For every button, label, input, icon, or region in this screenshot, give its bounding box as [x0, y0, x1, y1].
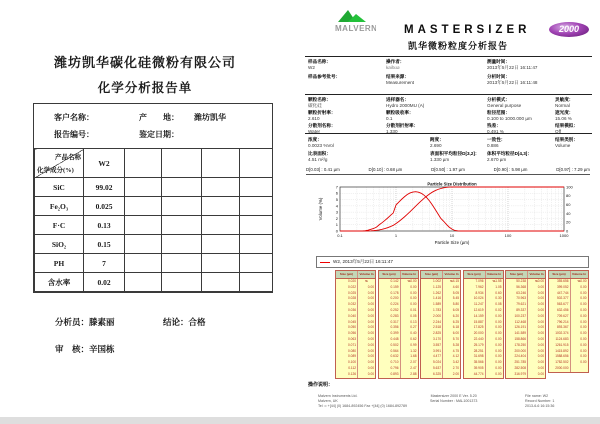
size-volume-row: 141.589 0.00	[506, 331, 545, 337]
size-volume-row: 1.589 5.80	[421, 302, 460, 308]
svg-text:7: 7	[335, 184, 338, 190]
size-volume-row: 4.477 4.12	[421, 354, 460, 360]
size-volume-row: 1588.656 0.00	[549, 354, 588, 360]
chem-empty-cell	[125, 254, 162, 273]
svg-text:Volume (%): Volume (%)	[318, 197, 323, 221]
size-volume-row: 0.283 0.05	[379, 314, 418, 320]
volume-header: Volume In %	[571, 272, 587, 283]
field-result-emulation: 结果模拟： Off	[555, 123, 578, 134]
legend-label: W2, 2013年5月22日 16:11:47	[333, 259, 393, 264]
reviewer-line	[55, 343, 115, 355]
size-volume-row: 0.045 0.00	[336, 320, 375, 326]
footer-company-block: Malvern Instruments Ltd. Malvern, UK Tel := +[44] (0) 1684-892456 Fax +[44] (0) 1684-892789	[318, 394, 408, 408]
size-volume-row: 2.000 6.20	[421, 314, 460, 320]
chem-param-cell: SiO₂	[35, 235, 84, 254]
field-dispersant-name: 分散剂名称： Water	[308, 123, 336, 134]
size-volume-row: 0.448 0.62	[379, 337, 418, 343]
svg-text:20: 20	[566, 219, 571, 225]
svg-text:40: 40	[566, 210, 571, 216]
field-accessory: 进样器名： Hydro 2000MU (A)	[386, 97, 425, 108]
svg-text:100: 100	[566, 184, 573, 190]
field-result-source: 结果来源： Measurement	[386, 74, 415, 85]
origin-value: 潍坊凯华	[194, 113, 226, 122]
psa-report-title: 凯华微粉粒度分析报告	[408, 41, 509, 51]
mastersizer-2000-badge-icon: 2000	[549, 22, 589, 37]
volume-header: Volume In %	[444, 272, 459, 283]
chem-empty-cell	[125, 178, 162, 197]
chem-value-cell: 0.02	[84, 273, 125, 292]
size-volume-row: 0.050 0.00	[336, 325, 375, 331]
size-volume-row: 0.022 0.00	[336, 285, 375, 291]
size-volume-row: 0.100 0.00	[336, 360, 375, 366]
svg-text:6: 6	[335, 190, 338, 196]
legend-line-sample-icon	[320, 262, 330, 263]
chem-table-row	[35, 216, 273, 235]
malvern-logo-icon	[330, 8, 376, 41]
d-value: D[0.03] : 0.41 µm	[306, 167, 340, 172]
reviewer-label: 审 核：	[55, 344, 90, 354]
field-absorption: 颗粒吸收率： 0.1	[386, 110, 414, 121]
size-volume-row: 0.178 0.00	[379, 291, 418, 297]
size-header: Size (µm)	[464, 271, 486, 278]
svg-text:0: 0	[335, 228, 338, 234]
size-volume-row: 355.656 0.00	[549, 279, 588, 285]
chem-empty-cell	[202, 273, 240, 292]
size-volume-row: 0.356 0.27	[379, 325, 418, 331]
size-volume-row: 15.887 0.00	[464, 320, 503, 326]
size-volume-row: 0.071 0.00	[336, 343, 375, 349]
size-volume-row: 0.893 2.88	[379, 372, 418, 378]
chem-empty-cell	[202, 216, 240, 235]
svg-text:Particle Size Distribution: Particle Size Distribution	[427, 181, 477, 187]
size-volume-row: 28.251 0.00	[464, 349, 503, 355]
size-volume-row: 0.112 0.00	[336, 366, 375, 372]
size-volume-row: 1.262 5.05	[421, 291, 460, 297]
size-volume-row: 0.200 0.00	[379, 296, 418, 302]
chem-empty-cell	[202, 197, 240, 216]
chem-composition-table	[34, 148, 273, 292]
chem-empty-cell	[162, 197, 202, 216]
size-volume-row: 50.238 0.00	[506, 279, 545, 285]
size-volume-row: 31.698 0.00	[464, 354, 503, 360]
chem-empty-cell	[125, 235, 162, 254]
volume-header: Volume In %	[359, 272, 374, 283]
chem-empty-cell	[125, 216, 162, 235]
size-volume-row: 0.796 2.47	[379, 366, 418, 372]
particle-size-distribution-chart	[316, 180, 588, 259]
size-volume-row: 1782.502 0.00	[549, 360, 588, 366]
size-volume-row: 0.224 0.00	[379, 302, 418, 308]
diag-bottom-label: 化学成分(%)	[37, 167, 74, 174]
chem-empty-cell	[240, 216, 273, 235]
size-volume-row: 39.905 0.00	[464, 366, 503, 372]
size-volume-row: 7.096 1.55	[464, 279, 503, 285]
size-volume-row: 2.825 6.00	[421, 331, 460, 337]
chem-table-row	[35, 273, 273, 292]
chem-param-cell: SiC	[35, 178, 84, 197]
field-span: 跨度： 2.690	[430, 137, 444, 148]
size-volume-row: 20.000 0.00	[464, 331, 503, 337]
field-sample-name: 样品名称： W2	[308, 59, 331, 70]
conclusion-label: 结论：	[163, 317, 189, 327]
size-volume-row: 79.621 0.00	[506, 302, 545, 308]
analyst-label: 分析员：	[55, 317, 90, 327]
size-volume-row: 0.159 0.00	[379, 285, 418, 291]
chem-empty-cell	[202, 254, 240, 273]
size-volume-row: 0.028 0.00	[336, 296, 375, 302]
svg-text:60: 60	[566, 202, 571, 207]
size-volume-row: 2.244 6.25	[421, 320, 460, 326]
diag-top-label: 产品名称	[55, 154, 81, 161]
size-volume-row: 2000.000	[549, 366, 588, 372]
size-volume-row: 0.063 0.00	[336, 337, 375, 343]
size-volume-row: 563.677 0.00	[549, 302, 588, 308]
date-label: 鉴定日期：	[139, 130, 179, 139]
size-volume-row: 0.502 0.99	[379, 343, 418, 349]
chem-empty-cell	[125, 197, 162, 216]
field-uniformity: 一致性： 0.886	[487, 137, 506, 148]
size-volume-row: 178.250 0.00	[506, 343, 545, 349]
size-volume-row: 893.367 0.00	[549, 325, 588, 331]
chem-empty-cell	[162, 216, 202, 235]
size-volume-row: 10.024 0.30	[464, 296, 503, 302]
percentile-d-values-row	[306, 167, 590, 175]
chart-legend	[316, 256, 589, 268]
svg-text:5: 5	[335, 196, 338, 202]
field-analysis-time: 分析时间： 2013年5月22日 16:11:48	[487, 74, 538, 85]
size-volume-row: 1.125 4.60	[421, 285, 460, 291]
chem-value-cell: 7	[84, 254, 125, 273]
operator-note-label: 操作说明：	[308, 382, 334, 388]
field-residual: 残差： 0.491 %	[487, 123, 504, 134]
svg-text:3: 3	[335, 209, 338, 215]
size-volume-row: 0.032 0.00	[336, 302, 375, 308]
size-volume-row: 1124.683 0.00	[549, 337, 588, 343]
size-volume-row: 17.825 0.00	[464, 325, 503, 331]
chem-param-cell: Fe₂O₃	[35, 197, 84, 216]
svg-text:10: 10	[449, 233, 455, 238]
analyst-line	[55, 316, 115, 328]
size-volume-row: 3.557 5.28	[421, 343, 460, 349]
footer-file-block: File name: W2 Record Number: 1 2013-6-6 16:15:36	[525, 394, 555, 408]
chem-value-cell: 99.02	[84, 178, 125, 197]
size-volume-row: 7.962 1.05	[464, 285, 503, 291]
field-d43: 体积平均粒径D[4,3]： 2.670 µm	[487, 151, 532, 162]
d-value: D[0.97] : 7.29 µm	[556, 167, 590, 172]
divider-line	[305, 94, 592, 95]
size-volume-column	[378, 270, 419, 379]
size-volume-row: 0.142 0.00	[379, 279, 418, 285]
size-volume-row: 0.399 0.40	[379, 331, 418, 337]
chem-value-cell: 0.13	[84, 216, 125, 235]
reviewer-name: 辛国栋	[89, 344, 115, 354]
size-header: Size (µm)	[549, 271, 571, 278]
size-volume-row: 100.237 0.00	[506, 314, 545, 320]
field-particle-name: 颗粒名称： 碳化硅	[308, 97, 331, 108]
size-volume-row: 0.632 1.68	[379, 354, 418, 360]
size-volume-row: 126.191 0.00	[506, 325, 545, 331]
chem-company-title: 潍坊凯华碳化硅微粉有限公司	[53, 55, 236, 70]
size-volume-row: 0.710 2.07	[379, 360, 418, 366]
field-sensitivity: 灵敏度： Normal	[555, 97, 574, 108]
svg-text:2: 2	[335, 215, 338, 221]
size-volume-row: 158.866 0.00	[506, 337, 545, 343]
size-volume-row: 0.317 0.13	[379, 320, 418, 326]
footer-instrument-block: Mastersizer 2000 E Ver. 5.20 Serial Number : MAL1001373	[430, 394, 478, 403]
size-volume-row: 14.159 0.00	[464, 314, 503, 320]
svg-text:MALVERN: MALVERN	[335, 24, 376, 33]
chem-empty-cell	[240, 197, 273, 216]
size-volume-row: 6.325 2.00	[421, 372, 460, 378]
size-volume-row: 89.337 0.00	[506, 308, 545, 314]
svg-text:0.1: 0.1	[337, 233, 343, 238]
size-volume-row: 0.089 0.00	[336, 354, 375, 360]
field-particle-ri: 颗粒折射率： 2.610	[308, 110, 336, 121]
size-volume-row: 1002.374 0.00	[549, 331, 588, 337]
chem-value-cell: 0.15	[84, 235, 125, 254]
customer-label: 客户名称：	[54, 113, 94, 122]
size-volume-column	[463, 270, 504, 379]
chem-empty-cell	[202, 178, 240, 197]
size-volume-row: 2.518 6.18	[421, 325, 460, 331]
size-volume-row: 70.963 0.00	[506, 296, 545, 302]
size-volume-row: 56.368 0.00	[506, 285, 545, 291]
origin-label: 产 地：	[139, 113, 179, 122]
size-volume-row: 0.056 0.00	[336, 331, 375, 337]
size-volume-row: 63.246 0.00	[506, 291, 545, 297]
size-volume-row: 282.508 0.00	[506, 366, 545, 372]
chem-empty-cell	[162, 178, 202, 197]
svg-text:100: 100	[504, 233, 512, 238]
chem-empty-cell	[240, 178, 273, 197]
size-volume-row: 1.783 6.05	[421, 308, 460, 314]
size-volume-row: 5.024 3.42	[421, 360, 460, 366]
field-sample-batch: 样品参考批号：	[308, 74, 341, 79]
field-operator: 操作者： kaihua	[386, 59, 405, 70]
chem-table-row	[35, 197, 273, 216]
size-volume-column	[335, 270, 376, 379]
chem-empty-cell	[202, 235, 240, 254]
divider-line	[305, 133, 592, 134]
field-size-range: 粒径范围： 0.100 to 1000.000 µm	[487, 110, 532, 121]
size-header: Size (µm)	[421, 271, 443, 278]
report-no-label: 报告编号：	[54, 130, 94, 139]
chem-table-row	[35, 254, 273, 273]
size-volume-row: 44.774 0.00	[464, 372, 503, 378]
product-name-cell: W2	[84, 149, 125, 178]
chem-empty-cell	[240, 235, 273, 254]
svg-text:1: 1	[394, 233, 398, 238]
conclusion-line	[163, 316, 206, 328]
size-volume-row: 1415.892 0.00	[549, 349, 588, 355]
size-volume-row: 796.214 0.00	[549, 320, 588, 326]
d-value: D[0.90] : 5.98 µm	[493, 167, 528, 172]
field-obscuration: 遮光度： 15.06 %	[555, 110, 574, 121]
size-volume-row: 502.377 0.00	[549, 296, 588, 302]
field-concentration: 浓度： 0.0023 %Vol	[308, 137, 334, 148]
svg-text:4: 4	[335, 203, 338, 209]
mastersizer-wordmark: MASTERSIZER	[404, 24, 531, 36]
size-volume-row: 0.020	[336, 279, 375, 285]
size-volume-row: 25.179 0.00	[464, 343, 503, 349]
svg-text:1: 1	[335, 222, 338, 228]
svg-text:Particle Size (µm): Particle Size (µm)	[434, 240, 470, 245]
scan-edge-shadow	[0, 417, 600, 424]
size-volume-row: 5.637 2.70	[421, 366, 460, 372]
svg-text:1000: 1000	[559, 233, 569, 238]
chem-table-row	[35, 235, 273, 254]
size-volume-row: 632.456 0.00	[549, 308, 588, 314]
size-volume-row: 399.052 0.00	[549, 285, 588, 291]
size-volume-row: 8.934 0.60	[464, 291, 503, 297]
chem-report-title: 化学分析报告单	[97, 81, 193, 95]
size-volume-row: 709.627 0.00	[549, 314, 588, 320]
chem-empty-cell	[162, 273, 202, 292]
size-volume-row: 447.744 0.00	[549, 291, 588, 297]
size-volume-row: 200.000 0.00	[506, 349, 545, 355]
size-volume-row: 1.002 4.15	[421, 279, 460, 285]
chem-table-row	[35, 178, 273, 197]
size-volume-row: 0.036 0.00	[336, 308, 375, 314]
chem-report-table	[33, 103, 273, 293]
size-volume-row: 22.440 0.00	[464, 337, 503, 343]
size-volume-column	[548, 270, 589, 373]
chem-empty-cell	[162, 254, 202, 273]
size-volume-row: 0.564 1.32	[379, 349, 418, 355]
diagonal-header-cell	[35, 149, 84, 178]
size-volume-row: 1261.915 0.00	[549, 343, 588, 349]
chem-param-cell: 含水率	[35, 273, 84, 292]
size-volume-row: 251.785 0.00	[506, 360, 545, 366]
size-volume-row: 12.619 0.02	[464, 308, 503, 314]
size-header: Size (µm)	[379, 271, 401, 278]
svg-text:80: 80	[566, 193, 571, 199]
field-analysis-model: 分析模式： General purpose	[487, 97, 522, 108]
size-volume-column	[420, 270, 461, 379]
field-d32: 表面积平均粒径D[3,2]： 1.330 µm	[430, 151, 480, 162]
d-value: D[0.50] : 1.97 µm	[431, 167, 465, 172]
field-ssa: 比表面积： 4.51 m²/g	[308, 151, 331, 162]
size-header: Size (µm)	[336, 271, 358, 278]
size-volume-row: 3.991 4.75	[421, 349, 460, 355]
size-header: Size (µm)	[506, 271, 528, 278]
size-volume-row: 11.247 0.08	[464, 302, 503, 308]
size-volume-row: 0.080 0.00	[336, 349, 375, 355]
svg-text:0: 0	[566, 228, 569, 234]
volume-header: Volume In %	[401, 272, 417, 283]
field-measured-time: 测量时间： 2013年5月22日 16:11:47	[487, 59, 538, 70]
chem-value-cell: 0.025	[84, 197, 125, 216]
field-dispersant-ri: 分散剂折射率： 1.330	[386, 123, 419, 134]
chem-empty-cell	[240, 254, 273, 273]
size-volume-row: 0.252 0.01	[379, 308, 418, 314]
size-volume-row: 316.979 0.00	[506, 372, 545, 378]
volume-header: Volume In %	[486, 272, 502, 283]
chem-param-cell: PH	[35, 254, 84, 273]
size-volume-row: 224.404 0.00	[506, 354, 545, 360]
d-value: D[0.10] : 0.68 µm	[368, 167, 403, 172]
size-volume-row: 35.566 0.00	[464, 360, 503, 366]
size-volume-row: 0.040 0.00	[336, 314, 375, 320]
size-volume-column	[505, 270, 546, 379]
size-volume-row: 0.025 0.00	[336, 291, 375, 297]
chem-param-cell: F·C	[35, 216, 84, 235]
conclusion-value: 合格	[188, 317, 206, 327]
size-volume-row: 1.416 5.45	[421, 296, 460, 302]
chem-empty-cell	[125, 273, 162, 292]
field-result-units: 结果类别： Volume	[555, 137, 578, 148]
volume-header: Volume In %	[529, 272, 544, 283]
divider-line	[305, 56, 592, 57]
chem-empty-cell	[240, 273, 273, 292]
size-volume-row: 112.468 0.00	[506, 320, 545, 326]
size-volume-row: 0.126 0.00	[336, 372, 375, 378]
chem-table-body	[35, 149, 273, 292]
chem-empty-cell	[162, 235, 202, 254]
size-volume-row: 3.170 5.70	[421, 337, 460, 343]
analyst-name: 滕素丽	[89, 317, 115, 327]
chem-info-section	[34, 104, 272, 148]
